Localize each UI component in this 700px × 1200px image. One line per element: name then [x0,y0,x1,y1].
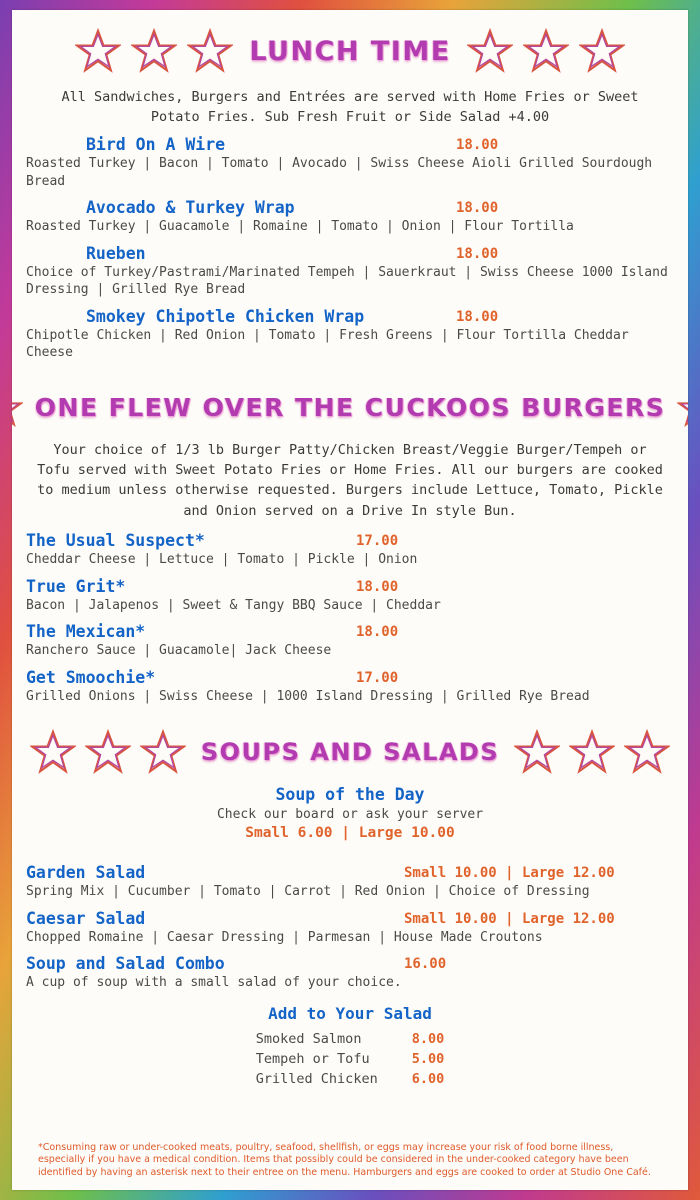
burger-items [26,531,674,705]
menu-item [26,307,674,362]
menu-item-name: Soup and Salad Combo [26,954,225,974]
star-icon [30,729,76,775]
menu-item-price: 17.00 [356,532,399,549]
menu-item-name: Avocado & Turkey Wrap [86,198,295,218]
menu-item-price: 16.00 [404,956,447,973]
menu-item-desc: Cheddar Cheese | Lettuce | Tomato | Pickle | Onion [26,551,418,567]
add-on-name: Smoked Salmon [255,1030,362,1047]
menu-item [26,198,674,236]
star-icon [140,729,186,775]
menu-item-name: Bird On A Wire [86,135,226,155]
menu-item-desc: Roasted Turkey | Guacamole | Romaine | Tomato | Onion | Flour Tortilla [26,219,574,235]
menu-item-name: Rueben [86,243,146,263]
menu-item-price: 18.00 [356,578,399,595]
menu-page [12,10,688,1190]
star-icon [75,28,121,74]
menu-item-desc: Chipotle Chicken | Red Onion | Tomato | Fresh Greens | Flour Tortilla Cheddar Cheese [26,327,629,361]
star-icon [677,388,688,428]
star-icon [523,28,569,74]
add-on-name: Grilled Chicken [255,1070,378,1087]
menu-item-price: Small 10.00 | Large 12.00 [404,910,615,927]
menu-item-name: The Usual Suspect* [26,530,205,550]
star-icon [514,729,560,775]
menu-item-price: 18.00 [356,624,399,641]
add-on-price: 6.00 [411,1070,445,1087]
menu-item [26,135,674,190]
footnote: *Consuming raw or under-cooked meats, poultry, seafood, shellfish, or eggs may increase your risk of food borne illness, especially if you have a medical condition. Items that possibly could be considered in the under-cooked category have been identified by having an asterisk next to their entree on the menu. Hamburgers and eggs are cooked to order at Studio One Café. [38,1141,651,1179]
menu-item-name: The Mexican* [26,622,146,642]
add-ons-title: Add to Your Salad [268,1003,432,1023]
menu-item-name: Get Smoochie* [26,667,156,687]
menu-item-desc: Grilled Onions | Swiss Cheese | 1000 Island Dressing | Grilled Rye Bread [26,688,590,704]
menu-item-desc: Roasted Turkey | Bacon | Tomato | Avocado | Swiss Cheese Aioli Grilled Sourdough Bread [26,156,653,189]
section-title-lunch: LUNCH TIME [249,35,451,67]
star-icon [579,28,625,74]
star-icon [624,729,670,775]
menu-item-name: Caesar Salad [26,908,146,928]
menu-item [26,863,674,901]
table-row [256,1049,444,1069]
star-icon [131,28,177,74]
section-title-soups: SOUPS AND SALADS [200,738,500,767]
salad-items [26,863,674,992]
star-icon [12,388,23,428]
menu-item-price: 18.00 [456,245,499,262]
table-row [256,1069,444,1089]
menu-item-desc: A cup of soup with a small salad of your choice. [26,975,402,991]
menu-item-desc: Chopped Romaine | Caesar Dressing | Parmesan | House Made Croutons [26,929,543,945]
menu-item [26,244,674,299]
soup-of-the-day-desc: Check our board or ask your server [216,807,484,823]
lunch-intro: All Sandwiches, Burgers and Entrées are served with Home Fries or Sweet Potato Fries. Sub Fresh Fruit or Side Salad +4.00 [61,89,639,125]
menu-item-price: 18.00 [456,308,499,325]
menu-item-desc: Choice of Turkey/Pastrami/Marinated Tempeh | Sauerkraut | Swiss Cheese 1000 Island Dressing | Grilled Rye Bread [26,264,668,298]
menu-item-price: 17.00 [356,669,399,686]
section-title-burgers: ONE FLEW OVER THE CUCKOOS BURGERS [34,393,666,423]
menu-item [26,668,674,706]
menu-item-price: 18.00 [456,200,499,217]
soup-of-the-day-price: Small 6.00 | Large 10.00 [245,825,455,842]
menu-item [26,531,674,569]
star-icon [187,28,233,74]
burgers-header [26,388,674,428]
star-icon [85,729,131,775]
lunch-items [26,135,674,362]
menu-item [26,622,674,660]
add-on-price: 8.00 [411,1030,445,1047]
menu-item-desc: Spring Mix | Cucumber | Tomato | Carrot | Red Onion | Choice of Dressing [26,884,590,900]
menu-item-desc: Ranchero Sauce | Guacamole| Jack Cheese [26,643,332,659]
burgers-intro: Your choice of 1/3 lb Burger Patty/Chicken Breast/Veggie Burger/Tempeh or Tofu served with Sweet Potato Fries or Home Fries. All our burgers are cooked to medium unless otherwise requested. Burgers include Lettuce, Tomato, Pickle and Onion served on a Drive In style Bun. [37,441,663,519]
add-on-name: Tempeh or Tofu [255,1050,370,1067]
menu-item-price: Small 10.00 | Large 12.00 [404,865,615,882]
menu-item-name: Smokey Chipotle Chicken Wrap [86,306,365,326]
soups-header [26,729,674,775]
add-ons-table [256,1029,444,1089]
star-icon [467,28,513,74]
star-icon [569,729,615,775]
menu-content [12,10,688,1190]
soup-of-the-day-name: Soup of the Day [275,785,425,805]
table-row [256,1029,444,1049]
menu-item-desc: Bacon | Jalapenos | Sweet & Tangy BBQ Sauce | Cheddar [26,597,441,613]
menu-item-name: Garden Salad [26,863,146,883]
menu-item [26,577,674,615]
menu-item [26,909,674,947]
menu-item-name: True Grit* [26,576,126,596]
lunch-header [26,28,674,74]
add-on-price: 5.00 [411,1050,445,1067]
menu-item [26,954,674,992]
menu-item-price: 18.00 [456,137,499,154]
